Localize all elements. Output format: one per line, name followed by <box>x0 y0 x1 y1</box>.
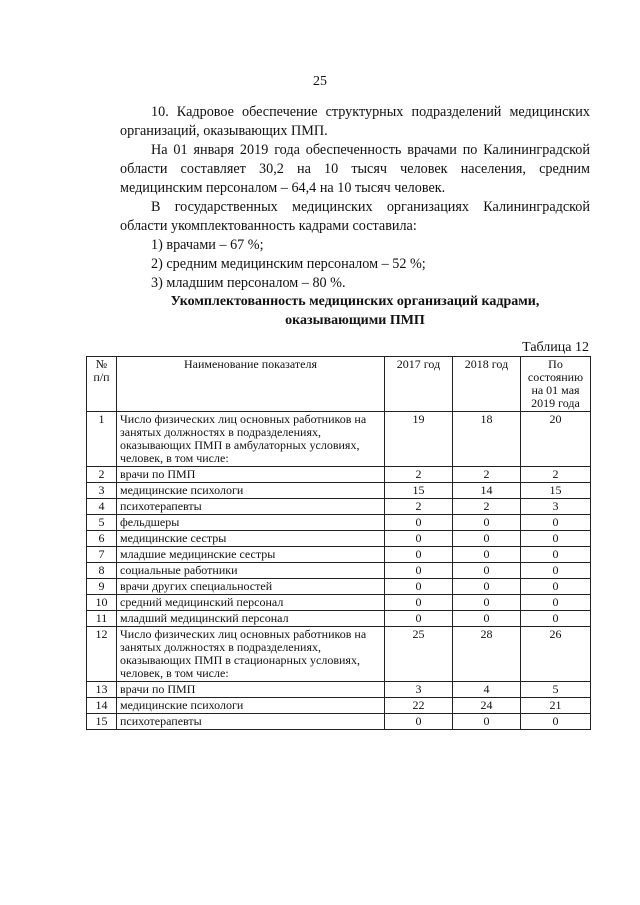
table-row <box>87 547 591 563</box>
value-2019-cell: 26 <box>521 627 591 682</box>
row-number-cell: 2 <box>87 467 117 483</box>
value-2018-cell: 24 <box>453 698 521 714</box>
header-2019: По состоянию на 01 мая 2019 года <box>521 357 591 412</box>
header-indicator-name: Наименование показателя <box>117 357 385 412</box>
indicator-name-cell: медицинские сестры <box>117 531 385 547</box>
row-number-cell: 6 <box>87 531 117 547</box>
row-number-cell: 1 <box>87 412 117 467</box>
row-number-cell: 14 <box>87 698 117 714</box>
value-2017-cell: 0 <box>385 515 453 531</box>
table-row <box>87 698 591 714</box>
indicator-name-cell: психотерапевты <box>117 714 385 730</box>
list-item-junior-staff: 3) младшим персоналом – 80 %. <box>151 275 346 291</box>
value-2019-cell: 0 <box>521 579 591 595</box>
table-row <box>87 531 591 547</box>
indicator-name-cell: врачи других специальностей <box>117 579 385 595</box>
value-2017-cell: 0 <box>385 579 453 595</box>
paragraph-staffing-ratio: На 01 января 2019 года обеспеченность врачами по Калининградской области составляет 30,2 на 10 тысяч человек населения, средним медицинским персоналом – 64,4 на 10 тысяч человек. <box>120 142 590 196</box>
indicator-name-cell: врачи по ПМП <box>117 682 385 698</box>
list-item-doctors: 1) врачами – 67 %; <box>151 237 264 253</box>
value-2019-cell: 0 <box>521 611 591 627</box>
indicator-name-cell: психотерапевты <box>117 499 385 515</box>
row-number-cell: 9 <box>87 579 117 595</box>
value-2017-cell: 25 <box>385 627 453 682</box>
table-title: Укомплектованность медицинских организаций кадрами, оказывающими ПМП <box>170 294 540 328</box>
value-2017-cell: 0 <box>385 547 453 563</box>
page-number: 25 <box>313 74 327 89</box>
row-number-cell: 13 <box>87 682 117 698</box>
row-number-cell: 5 <box>87 515 117 531</box>
table-row <box>87 579 591 595</box>
header-2017: 2017 год <box>385 357 453 412</box>
table-row <box>87 714 591 730</box>
indicator-name-cell: средний медицинский персонал <box>117 595 385 611</box>
value-2019-cell: 0 <box>521 563 591 579</box>
table-header-row <box>87 357 591 412</box>
value-2018-cell: 28 <box>453 627 521 682</box>
table-row <box>87 412 591 467</box>
row-number-cell: 7 <box>87 547 117 563</box>
indicator-name-cell: медицинские психологи <box>117 483 385 499</box>
value-2017-cell: 0 <box>385 563 453 579</box>
value-2018-cell: 0 <box>453 595 521 611</box>
value-2019-cell: 21 <box>521 698 591 714</box>
value-2019-cell: 3 <box>521 499 591 515</box>
list-item-nurses: 2) средним медицинским персоналом – 52 %; <box>151 256 426 272</box>
value-2019-cell: 5 <box>521 682 591 698</box>
row-number-cell: 12 <box>87 627 117 682</box>
row-number-cell: 10 <box>87 595 117 611</box>
indicator-name-cell: социальные работники <box>117 563 385 579</box>
value-2019-cell: 0 <box>521 515 591 531</box>
body-text <box>120 103 590 293</box>
header-number: № п/п <box>87 357 117 412</box>
value-2018-cell: 4 <box>453 682 521 698</box>
indicator-name-cell: фельдшеры <box>117 515 385 531</box>
indicator-name-cell: младшие медицинские сестры <box>117 547 385 563</box>
value-2017-cell: 0 <box>385 595 453 611</box>
value-2019-cell: 0 <box>521 714 591 730</box>
value-2018-cell: 0 <box>453 531 521 547</box>
value-2018-cell: 0 <box>453 714 521 730</box>
value-2019-cell: 0 <box>521 595 591 611</box>
value-2018-cell: 0 <box>453 579 521 595</box>
value-2017-cell: 2 <box>385 499 453 515</box>
value-2017-cell: 0 <box>385 611 453 627</box>
value-2019-cell: 0 <box>521 547 591 563</box>
indicator-name-cell: младший медицинский персонал <box>117 611 385 627</box>
table-row <box>87 515 591 531</box>
value-2017-cell: 0 <box>385 531 453 547</box>
value-2017-cell: 15 <box>385 483 453 499</box>
table-row <box>87 483 591 499</box>
paragraph-section-heading: 10. Кадровое обеспечение структурных подразделений медицинских организаций, оказывающих ПМП. <box>120 104 590 139</box>
table-row <box>87 499 591 515</box>
table-caption: Таблица 12 <box>522 340 589 355</box>
value-2018-cell: 2 <box>453 467 521 483</box>
row-number-cell: 3 <box>87 483 117 499</box>
value-2017-cell: 19 <box>385 412 453 467</box>
row-number-cell: 15 <box>87 714 117 730</box>
table-row <box>87 611 591 627</box>
value-2019-cell: 15 <box>521 483 591 499</box>
row-number-cell: 11 <box>87 611 117 627</box>
indicator-name-cell: Число физических лиц основных работников на занятых должностях в подразделениях, оказывающих ПМП в амбулаторных условиях, человек, в том числе: <box>117 412 385 467</box>
value-2017-cell: 0 <box>385 714 453 730</box>
table-row <box>87 682 591 698</box>
indicator-name-cell: медицинские психологи <box>117 698 385 714</box>
value-2018-cell: 0 <box>453 563 521 579</box>
value-2018-cell: 0 <box>453 547 521 563</box>
value-2018-cell: 0 <box>453 515 521 531</box>
value-2018-cell: 0 <box>453 611 521 627</box>
value-2017-cell: 22 <box>385 698 453 714</box>
table-row <box>87 467 591 483</box>
indicator-name-cell: врачи по ПМП <box>117 467 385 483</box>
value-2019-cell: 2 <box>521 467 591 483</box>
value-2019-cell: 0 <box>521 531 591 547</box>
value-2017-cell: 3 <box>385 682 453 698</box>
table-row <box>87 595 591 611</box>
table-row <box>87 563 591 579</box>
value-2018-cell: 14 <box>453 483 521 499</box>
row-number-cell: 8 <box>87 563 117 579</box>
value-2017-cell: 2 <box>385 467 453 483</box>
table-row <box>87 627 591 682</box>
header-2018: 2018 год <box>453 357 521 412</box>
indicator-name-cell: Число физических лиц основных работников на занятых должностях в подразделениях, оказывающих ПМП в стационарных условиях, человек, в том числе: <box>117 627 385 682</box>
staffing-table <box>86 356 591 730</box>
value-2019-cell: 20 <box>521 412 591 467</box>
table-body <box>87 412 591 730</box>
value-2018-cell: 18 <box>453 412 521 467</box>
row-number-cell: 4 <box>87 499 117 515</box>
value-2018-cell: 2 <box>453 499 521 515</box>
paragraph-staffing-intro: В государственных медицинских организациях Калининградской области укомплектованность кадрами составила: <box>120 199 590 234</box>
